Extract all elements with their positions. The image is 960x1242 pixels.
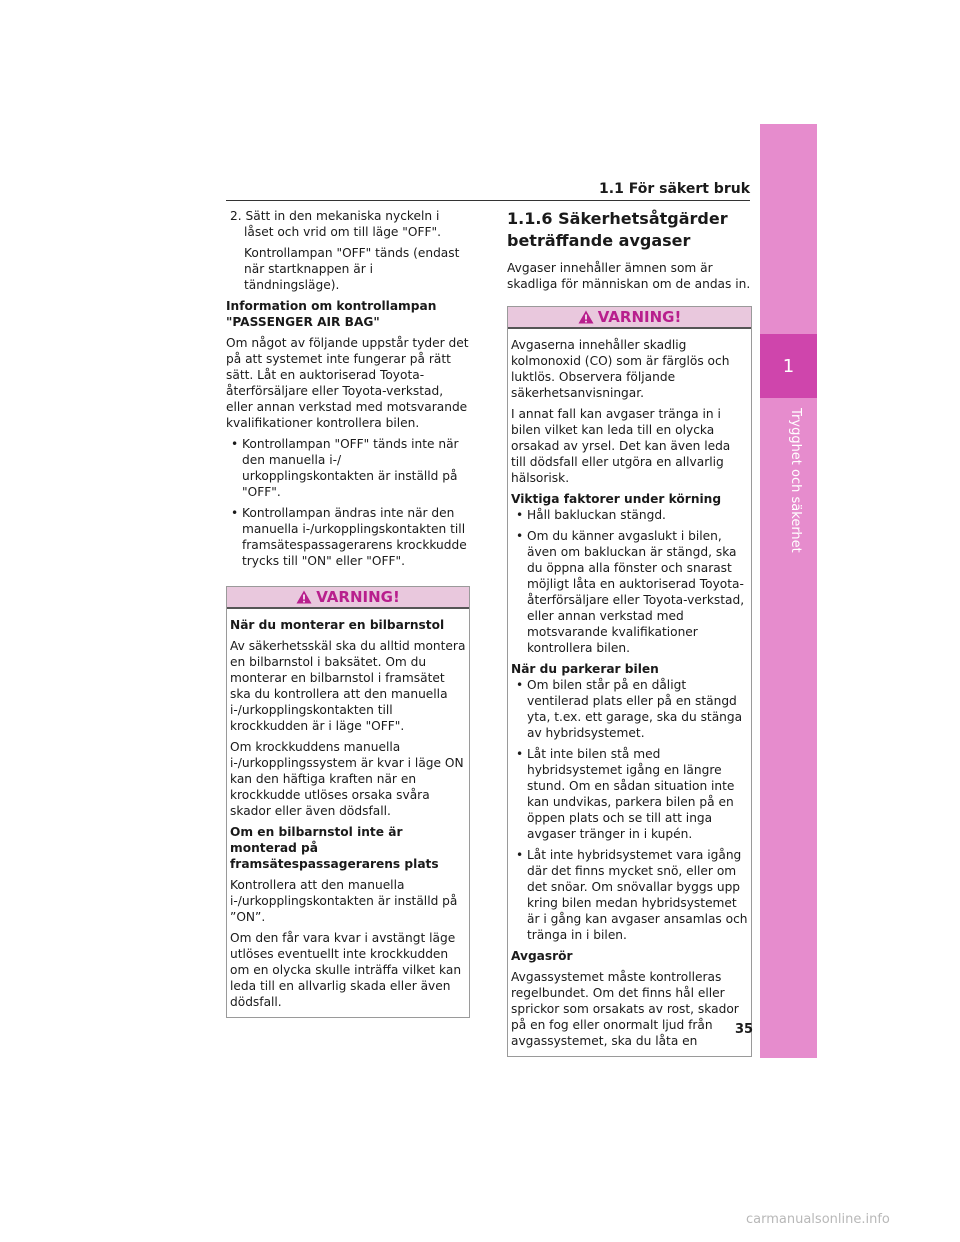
chapter-label: Trygghet och säkerhet	[788, 408, 803, 553]
list-item: • Om bilen står på en dåligt ventilerad plats eller på en stängd yta, t.ex. ett garage, ska du stänga av hybridsystemet.	[511, 677, 748, 741]
warning-subheading: Om en bilbarnstol inte är monterad på framsätespassagerarens plats	[230, 825, 439, 871]
warning-triangle-icon	[578, 310, 594, 324]
step-2-note: Kontrollampan "OFF" tänds (endast när startknappen är i tändningsläge).	[244, 246, 460, 292]
left-column	[226, 208, 470, 1018]
warning-paragraph: Avgaserna innehåller skadlig kolmonoxid (CO) som är färglös och luktlös. Observera följande säkerhetsanvisningar.	[511, 338, 730, 400]
warning-paragraph: Om krockkuddens manuella i-/urkopplingssystem är kvar i läge ON kan den häftiga kraften när en krockkudde utlöses orsaka svåra skador eller även dödsfall.	[230, 740, 464, 818]
list-item: • Håll bakluckan stängd.	[511, 507, 748, 523]
list-item: • Låt inte hybridsystemet vara igång där det finns mycket snö, eller om det snöar. Om snövallar byggs upp kring bilen medan hybridsystemet är i gång kan avgaser ansamlas och tränga in i bilen.	[511, 847, 748, 943]
warning-box	[226, 586, 470, 1018]
section-title: 1.1.6 Säkerhetsåtgärder beträffande avgaser	[507, 209, 728, 250]
warning-header	[508, 307, 751, 329]
warning-triangle-icon	[296, 590, 312, 604]
step-2: 2. Sätt in den mekaniska nyckeln i låset och vrid om till läge "OFF".	[230, 209, 442, 239]
warning-subheading: Avgasrör	[511, 949, 573, 963]
list-item: • Kontrollampan ändras inte när den manuella i-/urkopplingskontakten till framsätespassagerarens krockkudde trycks till "ON" eller "OFF".	[226, 505, 470, 569]
warning-body	[508, 329, 754, 1056]
warning-header	[227, 587, 469, 609]
warning-paragraph: Avgassystemet måste kontrolleras regelbundet. Om det finns hål eller sprickor som orsakats av rost, skador på en fog eller onormalt ljud från avgassystemet, ska du låta en	[511, 970, 739, 1048]
watermark: carmanualsonline.info	[746, 1212, 890, 1227]
header-rule	[226, 200, 750, 201]
warning-subheading: Viktiga faktorer under körning	[511, 492, 722, 506]
warning-title: VARNING!	[316, 588, 400, 606]
warning-subheading: När du parkerar bilen	[511, 662, 659, 676]
warning-body	[227, 609, 469, 1017]
info-text: Om något av följande uppstår tyder det på att systemet inte fungerar på rätt sätt. Låt en auktoriserad Toyota-återförsäljare eller Toyota-verkstad, eller annan verkstad med motsvarande kvalifikationer kontrollera bilen.	[226, 336, 469, 430]
warning-box	[507, 306, 752, 1057]
section-intro: Avgaser innehåller ämnen som är skadliga för människan om de andas in.	[507, 261, 751, 291]
warning-paragraph: Om den får vara kvar i avstängt läge utlöses eventuellt inte krockkudden om en olycka skulle inträffa vilket kan leda till en allvarlig skada eller även dödsfall.	[230, 931, 462, 1009]
warning-paragraph: Av säkerhetsskäl ska du alltid montera en bilbarnstol i baksätet. Om du monterar en bilbarnstol i framsätet ska du kontrollera att den manuella i-/urkopplingskontakten till krockkudden är i läge "OFF".	[230, 639, 466, 733]
list-item: • Om du känner avgaslukt i bilen, även om bakluckan är stängd, ska du öppna alla fönster och snarast möjligt låta en auktoriserad Toyota-återförsäljare eller Toyota-verkstad, eller annan verkstad med motsvarande kvalifikationer kontrollera bilen.	[511, 528, 748, 656]
chapter-side-tab	[760, 124, 817, 1058]
warning-paragraph: Kontrollera att den manuella i-/urkopplingskontakten är inställd på ”ON”.	[230, 878, 458, 924]
right-column	[507, 208, 752, 1057]
list-item: • Låt inte bilen stå med hybridsystemet igång en längre stund. Om en sådan situation inte kan undvikas, parkera bilen på en öppen plats och se till att inga avgaser tränger in i kupén.	[511, 746, 748, 842]
warning-paragraph: I annat fall kan avgaser tränga in i bilen vilket kan leda till en olycka orsakad av yrsel. Det kan även leda till dödsfall eller utgöra en allvarlig hälsorisk.	[511, 407, 731, 485]
chapter-number: 1	[760, 334, 817, 398]
list-item: • Kontrollampan "OFF" tänds inte när den manuella i-/ urkopplingskontakten är inställd på "OFF".	[226, 436, 470, 500]
info-heading: Information om kontrollampan "PASSENGER AIR BAG"	[226, 299, 437, 329]
page-number: 35	[735, 1022, 754, 1037]
running-header: 1.1 För säkert bruk	[599, 181, 750, 197]
warning-subheading: När du monterar en bilbarnstol	[230, 618, 445, 632]
warning-title: VARNING!	[597, 308, 682, 326]
